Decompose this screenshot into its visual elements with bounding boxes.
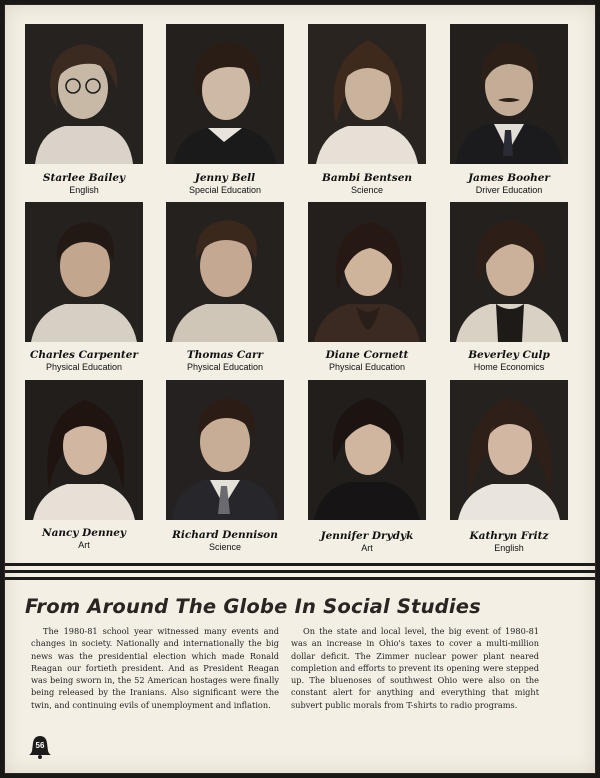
portrait-photo: [450, 24, 568, 164]
page-number-badge: [28, 735, 52, 759]
divider-rule: [5, 570, 595, 573]
faculty-subject: Driver Education: [475, 185, 543, 195]
faculty-subject: Science: [350, 185, 384, 195]
portrait-photo: [166, 24, 284, 164]
faculty-subject: Physical Education: [45, 362, 123, 372]
faculty-name: Charles Carpenter: [30, 349, 138, 361]
article-column-left: [31, 625, 279, 711]
article-paragraph: On the state and local level, the big event of 1980-81 was an increase in Ohio's taxes to cover a multi-million dollar deficit. The Zimmer nuclear power plant neared completion and efforts to prevent its opening were stepped up. The bluenoses of southwest Ohio were also on the constant alert for anything and everything that might subvert public morals from T-shirts to radio programs.: [291, 626, 539, 710]
faculty-name: Richard Dennison: [172, 529, 278, 541]
faculty-name: Jennifer Drydyk: [320, 530, 414, 542]
divider-rule: [5, 577, 595, 580]
portrait-photo: [308, 380, 426, 520]
faculty-subject: Physical Education: [328, 362, 406, 372]
article-column-right: [291, 625, 539, 711]
faculty-name: Diane Cornett: [325, 349, 409, 361]
faculty-subject: English: [494, 543, 524, 553]
portrait-photo: [308, 24, 426, 164]
faculty-name: Thomas Carr: [186, 349, 264, 361]
faculty-name: Jenny Bell: [194, 172, 256, 184]
portrait-photo: [166, 380, 284, 520]
faculty-subject: Home Economics: [473, 362, 545, 372]
portrait-photo: [450, 380, 568, 520]
divider-rule: [5, 563, 595, 566]
article-headline: From Around The Globe In Social Studies: [25, 595, 481, 618]
faculty-subject: Physical Education: [186, 362, 264, 372]
faculty-subject: Art: [78, 540, 90, 550]
portrait-photo: [25, 24, 143, 164]
faculty-name: Kathryn Fritz: [469, 530, 549, 542]
portrait-photo: [25, 380, 143, 520]
faculty-subject: English: [69, 185, 99, 195]
faculty-name: Beverley Culp: [468, 349, 550, 361]
faculty-name: James Booher: [468, 172, 550, 184]
faculty-name: Nancy Denney: [41, 527, 127, 539]
yearbook-page: [4, 4, 596, 774]
faculty-name: Bambi Bentsen: [321, 172, 413, 184]
article-paragraph: The 1980-81 school year witnessed many events and changes in society. Nationally and internationally the big news was the presidential election which made Ronald Reagan our fortieth president. And as President Reagan was being sworn in, the 52 American hostages were finally being released by the Iranians. Also significant were the twin, and continuing evils of unemployment and inflation.: [31, 626, 279, 710]
faculty-name: Starlee Bailey: [42, 172, 126, 184]
portrait-photo: [166, 202, 284, 342]
faculty-subject: Special Education: [188, 185, 262, 195]
portrait-photo: [25, 202, 143, 342]
portrait-photo: [450, 202, 568, 342]
faculty-subject: Science: [208, 542, 242, 552]
faculty-subject: Art: [361, 543, 373, 553]
portrait-photo: [308, 202, 426, 342]
page-number: 56: [35, 741, 45, 750]
